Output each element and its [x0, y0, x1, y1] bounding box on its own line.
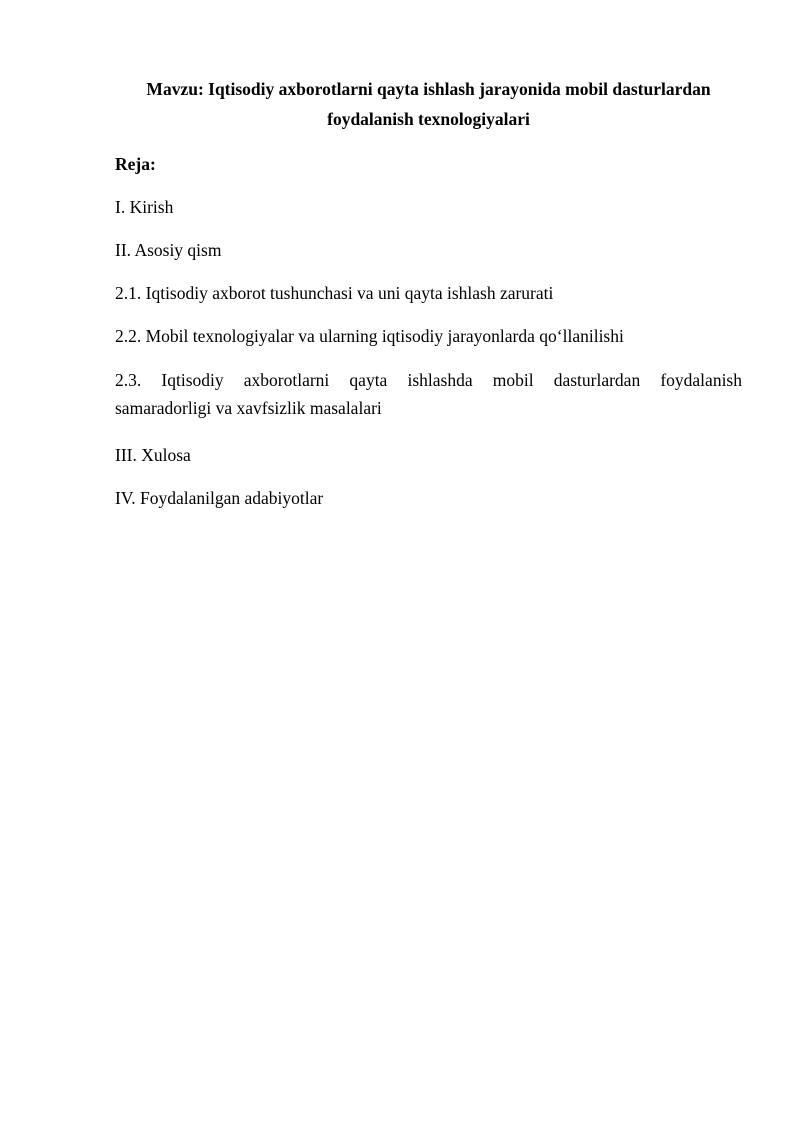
plan-item-main: II. Asosiy qism [115, 240, 222, 260]
plan-item-2-3-line-1: 2.3. Iqtisodiy axborotlarni qayta ishlashda mobil dasturlardan foydalanish [115, 370, 742, 390]
document-title: Mavzu: Iqtisodiy axborotlarni qayta ishlash jarayonida mobil dasturlardan foydalanish texnologiyalari [146, 79, 711, 129]
plan-item-2-3 [115, 366, 742, 422]
plan-heading: Reja: [115, 154, 156, 174]
plan-item-2-3-line-2: samaradorligi va xavfsizlik masalalari [115, 398, 382, 418]
plan-item-2-2: 2.2. Mobil texnologiyalar va ularning iqtisodiy jarayonlarda qo‘llanilishi [115, 326, 624, 346]
plan-item-conclusion: III. Xulosa [115, 445, 191, 465]
plan-item-intro: I. Kirish [115, 197, 174, 217]
plan-item-references: IV. Foydalanilgan adabiyotlar [115, 488, 324, 508]
plan-item-2-1: 2.1. Iqtisodiy axborot tushunchasi va uni qayta ishlash zarurati [115, 283, 554, 303]
